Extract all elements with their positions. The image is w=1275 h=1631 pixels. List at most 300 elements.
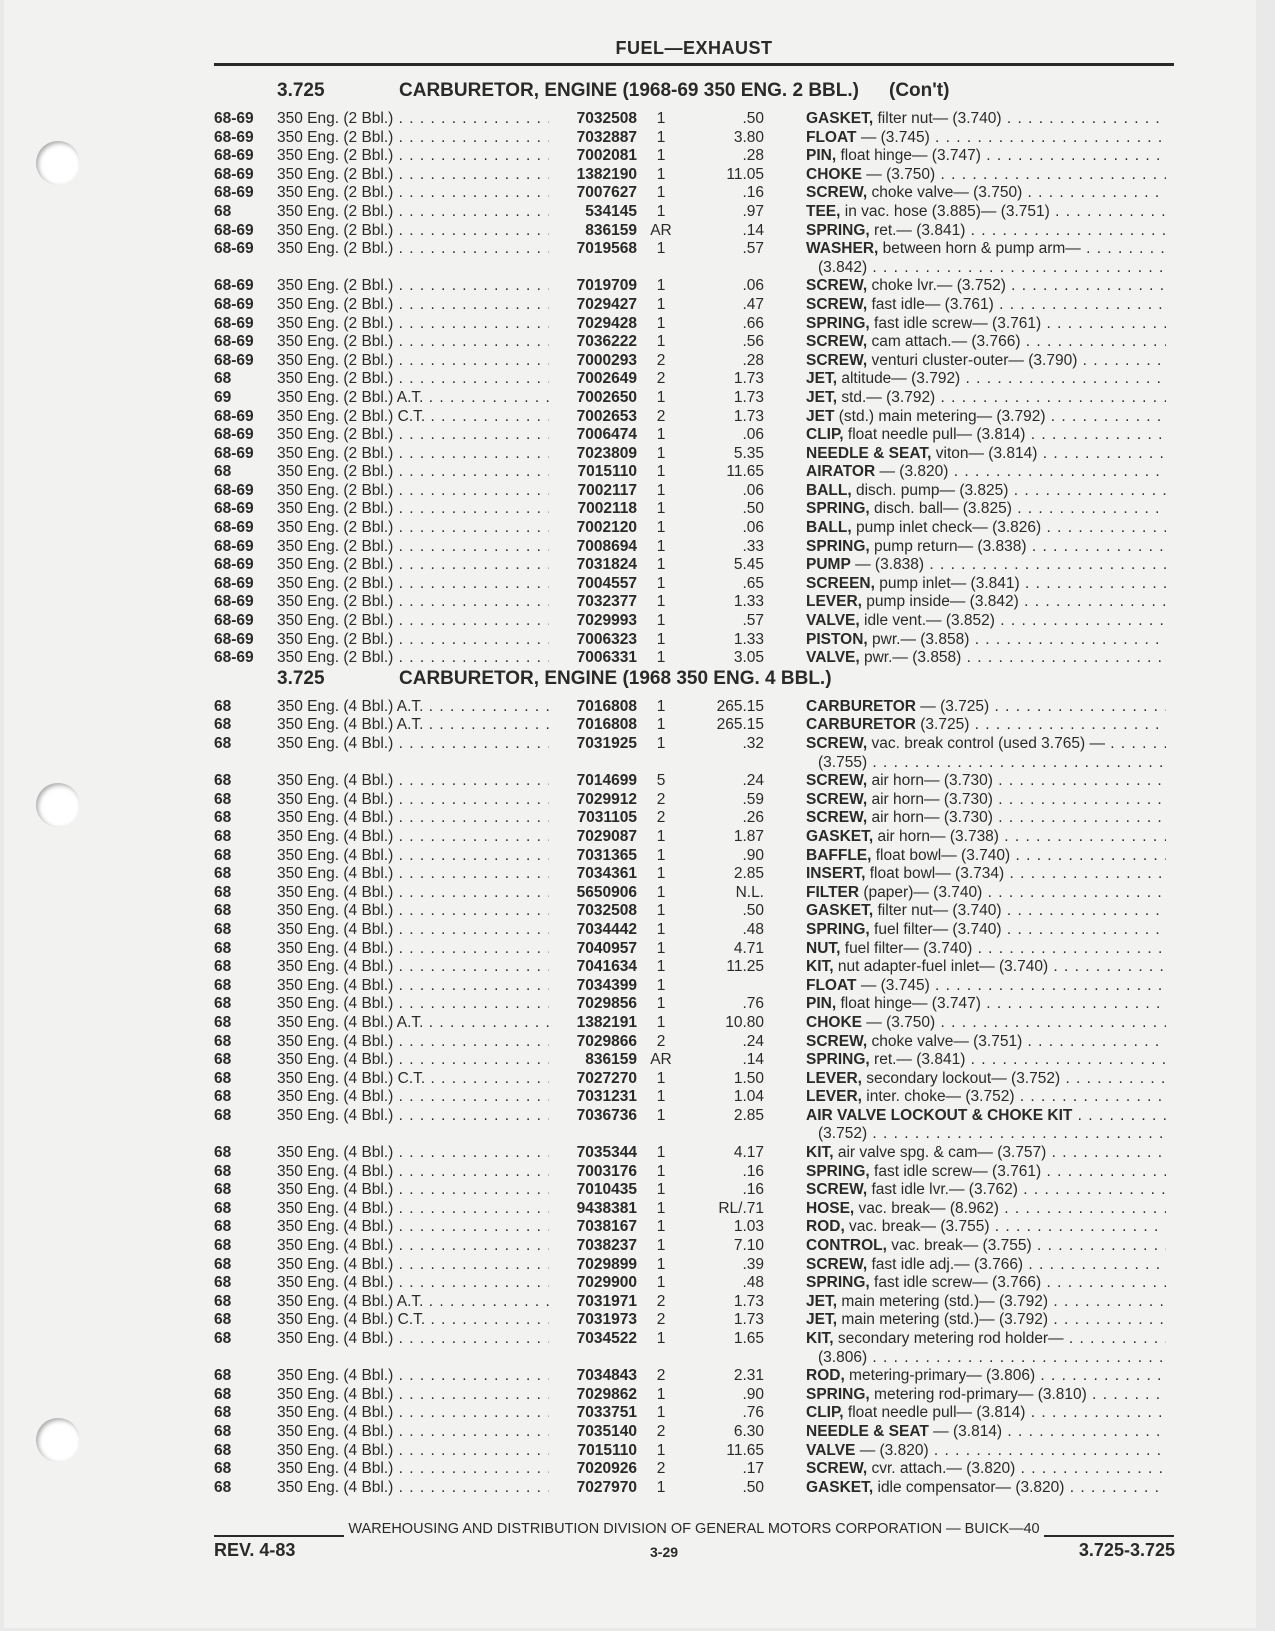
part-detail: secondary metering rod holder— — [833, 1330, 1064, 1347]
application: 350 Eng. (2 Bbl.) . . . — [277, 277, 549, 296]
part-number: 7029899 — [576, 1255, 637, 1273]
quantity: 1 — [656, 1330, 666, 1347]
section-heading — [214, 668, 1174, 698]
quantity: 1 — [656, 314, 666, 332]
application: 350 Eng. (2 Bbl.) . . . — [277, 184, 549, 203]
part-detail: air horn— (3.730) — [867, 809, 993, 827]
model-year: 68-69 — [214, 556, 254, 574]
quantity: 1 — [656, 165, 666, 183]
part-name: KIT, — [806, 1144, 834, 1162]
model-year: 68 — [214, 1181, 232, 1199]
quantity: 2 — [656, 1422, 666, 1440]
model-year: 68 — [214, 809, 232, 827]
application: 350 Eng. (4 Bbl.) . . . — [277, 902, 549, 921]
section-title: CARBURETOR, ENGINE (1968 350 ENG. 4 BBL.) — [399, 667, 832, 689]
part-name: CONTROL, — [806, 1237, 887, 1255]
application: 350 Eng. (4 Bbl.) A.T. . . . — [277, 698, 549, 717]
table-row — [214, 1479, 1174, 1498]
price: 11.65 — [726, 1441, 764, 1459]
table-row — [214, 463, 1174, 482]
part-detail: std.— (3.792) — [837, 388, 936, 406]
price: .90 — [742, 1385, 764, 1403]
quantity: 1 — [656, 295, 666, 313]
application: 350 Eng. (4 Bbl.) C.T. . . . — [277, 1311, 549, 1330]
part-detail: disch. ball— (3.825) — [869, 500, 1012, 518]
quantity: 2 — [656, 1460, 666, 1478]
application: 350 Eng. (4 Bbl.) A.T. . . . — [277, 716, 549, 735]
description — [806, 1033, 1181, 1052]
part-reference: (3.755) — [818, 753, 868, 771]
price: .16 — [742, 1162, 764, 1180]
quantity: 1 — [656, 865, 666, 883]
part-name: AIR VALVE LOCKOUT & CHOKE KIT — [806, 1106, 1073, 1124]
table-row — [214, 1237, 1174, 1256]
model-year: 68-69 — [214, 184, 254, 202]
part-reference: (3.842) — [818, 258, 868, 276]
description — [806, 426, 1181, 445]
part-detail: idle vent.— (3.852) — [859, 612, 995, 630]
quantity: 1 — [656, 902, 666, 920]
table-row — [214, 735, 1174, 772]
part-detail: disch. pump— (3.825) — [851, 481, 1009, 499]
application: 350 Eng. (4 Bbl.) . . . — [277, 921, 549, 940]
table-row — [214, 1163, 1174, 1182]
quantity: 1 — [656, 110, 666, 127]
part-number: 7029912 — [576, 790, 637, 808]
table-row — [214, 1033, 1174, 1052]
part-number: 7027270 — [576, 1069, 637, 1087]
parts-list — [214, 80, 1174, 1497]
part-detail: inter. choke— (3.752) — [861, 1088, 1015, 1106]
model-year: 68 — [214, 1367, 232, 1385]
application: 350 Eng. (4 Bbl.) . . . — [277, 958, 549, 977]
quantity: 1 — [656, 426, 666, 444]
description — [806, 333, 1181, 352]
model-year: 68 — [214, 1460, 232, 1478]
application: 350 Eng. (2 Bbl.) . . . — [277, 370, 549, 389]
part-name: ROD, — [806, 1218, 845, 1236]
model-year: 68 — [214, 1237, 232, 1255]
price: .32 — [742, 735, 764, 752]
description — [806, 593, 1181, 612]
table-row — [214, 940, 1174, 959]
part-number: 7029087 — [576, 827, 637, 845]
price: .76 — [742, 1404, 764, 1422]
part-detail: choke valve— (3.751) — [867, 1032, 1023, 1050]
model-year: 68 — [214, 1051, 232, 1069]
part-number: 7031231 — [576, 1088, 637, 1106]
part-number: 7031973 — [576, 1311, 637, 1329]
application: 350 Eng. (4 Bbl.) . . . — [277, 1479, 549, 1498]
description — [806, 1274, 1181, 1293]
quantity: 1 — [656, 463, 666, 481]
application: 350 Eng. (4 Bbl.) . . . — [277, 1237, 549, 1256]
application: 350 Eng. (2 Bbl.) . . . — [277, 222, 549, 241]
binder-hole — [36, 1418, 80, 1462]
description — [806, 865, 1181, 884]
price: .28 — [742, 351, 764, 369]
model-year: 68-69 — [214, 221, 254, 239]
table-row — [214, 538, 1174, 557]
part-detail: venturi cluster-outer— (3.790) — [867, 351, 1078, 369]
part-detail: choke valve— (3.750) — [867, 184, 1023, 202]
description — [806, 445, 1181, 464]
part-detail: float hinge— (3.747) — [836, 995, 981, 1013]
price: .76 — [742, 995, 764, 1013]
quantity: 2 — [656, 1311, 666, 1329]
quantity: 2 — [656, 809, 666, 827]
application: 350 Eng. (2 Bbl.) . . . — [277, 500, 549, 519]
part-name: LEVER, — [806, 593, 862, 611]
part-number: 7027970 — [576, 1478, 637, 1496]
part-number: 7041634 — [576, 958, 637, 976]
table-row — [214, 791, 1174, 810]
quantity: 1 — [656, 1218, 666, 1236]
description — [806, 1144, 1181, 1163]
application: 350 Eng. (4 Bbl.) A.T. . . . — [277, 1014, 549, 1033]
part-name: JET, — [806, 1311, 838, 1329]
application: 350 Eng. (2 Bbl.) . . . — [277, 463, 549, 482]
part-number: 7031971 — [576, 1292, 637, 1310]
price: 4.17 — [733, 1144, 764, 1162]
price: .56 — [742, 333, 764, 351]
application: 350 Eng. (2 Bbl.) . . . — [277, 240, 549, 259]
model-year: 68-69 — [214, 240, 254, 258]
description — [806, 828, 1181, 847]
model-year: 68 — [214, 1088, 232, 1106]
model-year: 68-69 — [214, 444, 254, 462]
application: 350 Eng. (2 Bbl.) . . . — [277, 166, 549, 185]
table-row — [214, 166, 1174, 185]
table-row — [214, 884, 1174, 903]
part-name: KIT, — [806, 1330, 834, 1347]
part-detail: air horn— (3.738) — [873, 827, 999, 845]
model-year: 68-69 — [214, 128, 254, 146]
model-year: 68 — [214, 463, 232, 481]
table-row — [214, 1367, 1174, 1386]
table-row — [214, 333, 1174, 352]
price: .24 — [742, 772, 764, 790]
price: .50 — [742, 500, 764, 518]
description — [806, 884, 1181, 903]
application: 350 Eng. (4 Bbl.) . . . — [277, 1144, 549, 1163]
quantity: 1 — [656, 976, 666, 994]
part-number: 7023809 — [576, 444, 637, 462]
application: 350 Eng. (2 Bbl.) . . . — [277, 445, 549, 464]
part-name: BALL, — [806, 481, 852, 499]
table-row — [214, 1330, 1174, 1367]
price: .16 — [742, 184, 764, 202]
description — [806, 1386, 1181, 1405]
quantity: 1 — [656, 1237, 666, 1255]
model-year: 68 — [214, 827, 232, 845]
quantity: 1 — [656, 444, 666, 462]
part-number: 7032508 — [576, 902, 637, 920]
part-name: SCREW, — [806, 1460, 868, 1478]
part-detail: (paper)— (3.740) — [859, 883, 983, 901]
model-year: 68-69 — [214, 426, 254, 444]
part-name: ROD, — [806, 1367, 845, 1385]
price: 1.73 — [733, 407, 764, 425]
part-detail: fuel filter— (3.740) — [840, 939, 973, 957]
part-number: 7008694 — [576, 537, 637, 555]
part-name: CHOKE — [806, 1013, 862, 1031]
application: 350 Eng. (2 Bbl.) . . . — [277, 649, 549, 668]
price: 1.87 — [733, 827, 764, 845]
table-row — [214, 222, 1174, 241]
part-detail: — (3.745) — [856, 976, 930, 994]
table-row — [214, 1218, 1174, 1237]
part-detail: filter nut— (3.740) — [873, 902, 1002, 920]
quantity: 1 — [656, 697, 666, 715]
part-detail: metering-primary— (3.806) — [844, 1367, 1036, 1385]
price: .48 — [742, 920, 764, 938]
description — [806, 1311, 1181, 1330]
application: 350 Eng. (4 Bbl.) . . . — [277, 1107, 549, 1126]
table-row — [214, 203, 1174, 222]
part-name: JET, — [806, 388, 838, 406]
part-detail: cam attach.— (3.766) — [867, 333, 1021, 351]
table-row — [214, 631, 1174, 650]
model-year: 68 — [214, 883, 232, 901]
part-name: SCREW, — [806, 277, 868, 295]
table-row — [214, 1088, 1174, 1107]
part-number: 7010435 — [576, 1181, 637, 1199]
price: .57 — [742, 612, 764, 630]
application: 350 Eng. (4 Bbl.) . . . — [277, 735, 549, 754]
table-row — [214, 1460, 1174, 1479]
table-row — [214, 129, 1174, 148]
part-detail: main metering (std.)— (3.792) — [837, 1292, 1049, 1310]
application: 350 Eng. (2 Bbl.) . . . — [277, 333, 549, 352]
part-detail: pwr.— (3.858) — [859, 649, 962, 667]
description — [806, 500, 1181, 519]
part-number: 7014699 — [576, 772, 637, 790]
part-detail: fast idle— (3.761) — [867, 295, 994, 313]
model-year: 68 — [214, 1199, 232, 1217]
quantity: 2 — [656, 407, 666, 425]
description — [806, 716, 1181, 735]
part-number: 7016808 — [576, 716, 637, 734]
price: 1.33 — [733, 630, 764, 648]
model-year: 68 — [214, 772, 232, 790]
model-year: 68-69 — [214, 351, 254, 369]
quantity: 1 — [656, 883, 666, 901]
model-year: 68-69 — [214, 500, 254, 518]
part-name: SPRING, — [806, 221, 870, 239]
price: .24 — [742, 1032, 764, 1050]
quantity: 2 — [656, 1292, 666, 1310]
part-name: NEEDLE & SEAT, — [806, 444, 932, 462]
model-year: 68 — [214, 1013, 232, 1031]
price: .06 — [742, 481, 764, 499]
table-row — [214, 1144, 1174, 1163]
table-row — [214, 147, 1174, 166]
quantity: 2 — [656, 351, 666, 369]
part-name: SPRING, — [806, 1051, 870, 1069]
table-row — [214, 240, 1174, 277]
description — [806, 1088, 1181, 1107]
description — [806, 921, 1181, 940]
part-number: 7004557 — [576, 574, 637, 592]
quantity: 1 — [656, 593, 666, 611]
application: 350 Eng. (4 Bbl.) . . . — [277, 1330, 549, 1349]
part-number: 7035344 — [576, 1144, 637, 1162]
part-detail: secondary lockout— (3.752) — [861, 1069, 1061, 1087]
application: 350 Eng. (4 Bbl.) . . . — [277, 1218, 549, 1237]
part-number: 7032508 — [576, 110, 637, 127]
model-year: 69 — [214, 388, 232, 406]
part-detail: fast idle lvr.— (3.762) — [867, 1181, 1018, 1199]
part-detail: filter nut— (3.740) — [873, 110, 1002, 127]
model-year: 68 — [214, 735, 232, 752]
table-row — [214, 1386, 1174, 1405]
part-name: SPRING, — [806, 920, 870, 938]
application: 350 Eng. (4 Bbl.) . . . — [277, 995, 549, 1014]
price: .57 — [742, 240, 764, 258]
part-name: GASKET, — [806, 110, 874, 127]
model-year: 68 — [214, 1422, 232, 1440]
price: .14 — [742, 1051, 764, 1069]
part-detail: pwr.— (3.858) — [867, 630, 970, 648]
description — [806, 352, 1181, 371]
price: .65 — [742, 574, 764, 592]
part-number: 7029862 — [576, 1385, 637, 1403]
part-number: 836159 — [585, 1051, 637, 1069]
part-number: 7002120 — [576, 519, 637, 537]
part-name: FLOAT — [806, 976, 857, 994]
price: .28 — [742, 147, 764, 165]
table-row — [214, 995, 1174, 1014]
part-name: SPRING, — [806, 1385, 870, 1403]
part-number: 7019709 — [576, 277, 637, 295]
part-detail: idle compensator— (3.820) — [873, 1478, 1065, 1496]
table-row — [214, 1423, 1174, 1442]
part-name: SPRING, — [806, 500, 870, 518]
model-year: 68 — [214, 1218, 232, 1236]
table-row — [214, 1181, 1174, 1200]
model-year: 68-69 — [214, 314, 254, 332]
table-row — [214, 408, 1174, 427]
application: 350 Eng. (2 Bbl.) . . . — [277, 426, 549, 445]
quantity: 1 — [656, 184, 666, 202]
part-name: FILTER — [806, 883, 860, 901]
part-name: SPRING, — [806, 314, 870, 332]
quantity: 1 — [656, 846, 666, 864]
quantity: 1 — [656, 202, 666, 220]
quantity: 1 — [656, 333, 666, 351]
quantity: 1 — [656, 1274, 666, 1292]
description — [806, 791, 1181, 810]
part-name: PUMP — [806, 556, 851, 574]
application: 350 Eng. (4 Bbl.) . . . — [277, 1033, 549, 1052]
description — [806, 977, 1181, 996]
application: 350 Eng. (4 Bbl.) . . . — [277, 1367, 549, 1386]
part-number: 7016808 — [576, 697, 637, 715]
part-detail: in vac. hose (3.885)— (3.751) — [840, 202, 1050, 220]
application: 350 Eng. (4 Bbl.) . . . — [277, 865, 549, 884]
application: 350 Eng. (4 Bbl.) . . . — [277, 940, 549, 959]
description — [806, 1423, 1181, 1442]
part-name: JET, — [806, 370, 838, 388]
price: .59 — [742, 790, 764, 808]
table-row — [214, 698, 1174, 717]
quantity: 1 — [656, 649, 666, 667]
part-number: 7038237 — [576, 1237, 637, 1255]
quantity: 1 — [656, 147, 666, 165]
part-detail: — (3.820) — [855, 1441, 929, 1459]
part-name: JET, — [806, 1292, 838, 1310]
application: 350 Eng. (2 Bbl.) . . . — [277, 538, 549, 557]
section-number: 3.725 — [277, 80, 325, 101]
part-number: 7003176 — [576, 1162, 637, 1180]
footer-division: WAREHOUSING AND DISTRIBUTION DIVISION OF GENERAL MOTORS CORPORATION — BUICK—40 — [214, 1521, 1174, 1537]
part-detail: cvr. attach.— (3.820) — [867, 1460, 1016, 1478]
model-year: 68 — [214, 790, 232, 808]
description — [806, 482, 1181, 501]
description — [806, 940, 1181, 959]
description — [806, 649, 1181, 668]
part-name: NUT, — [806, 939, 841, 957]
description — [806, 995, 1181, 1014]
price: .97 — [742, 202, 764, 220]
application: 350 Eng. (4 Bbl.) . . . — [277, 809, 549, 828]
page-title: FUEL—EXHAUST — [615, 38, 773, 58]
model-year: 68 — [214, 202, 232, 220]
description — [806, 1404, 1181, 1423]
model-year: 68-69 — [214, 593, 254, 611]
table-row — [214, 1274, 1174, 1293]
model-year: 68 — [214, 995, 232, 1013]
quantity: 1 — [656, 716, 666, 734]
application: 350 Eng. (4 Bbl.) . . . — [277, 1181, 549, 1200]
part-name: GASKET, — [806, 1478, 874, 1496]
table-row — [214, 847, 1174, 866]
table-row — [214, 445, 1174, 464]
table-row — [214, 277, 1174, 296]
part-detail: choke lvr.— (3.752) — [867, 277, 1006, 295]
part-detail: — (3.814) — [928, 1422, 1003, 1440]
price: .06 — [742, 426, 764, 444]
table-row — [214, 977, 1174, 996]
part-number: 1382191 — [576, 1013, 637, 1031]
part-detail: — (3.838) — [850, 556, 925, 574]
part-name: SCREW, — [806, 735, 868, 752]
model-year: 68 — [214, 1144, 232, 1162]
price: 1.73 — [733, 1292, 764, 1310]
table-row — [214, 1293, 1174, 1312]
model-year: 68 — [214, 1106, 232, 1124]
section-number: 3.725 — [277, 667, 325, 689]
model-year: 68 — [214, 920, 232, 938]
description — [806, 958, 1181, 977]
application: 350 Eng. (4 Bbl.) . . . — [277, 791, 549, 810]
part-number: 7006331 — [576, 649, 637, 667]
table-row — [214, 809, 1174, 828]
model-year: 68-69 — [214, 519, 254, 537]
table-row — [214, 315, 1174, 334]
part-detail: float needle pull— (3.814) — [843, 1404, 1026, 1422]
part-detail: vac. break— (8.962) — [854, 1199, 999, 1217]
table-row — [214, 389, 1174, 408]
application: 350 Eng. (4 Bbl.) . . . — [277, 977, 549, 996]
part-detail: air horn— (3.730) — [867, 790, 993, 808]
model-year: 68 — [214, 846, 232, 864]
quantity: 1 — [656, 500, 666, 518]
part-name: SCREW, — [806, 351, 868, 369]
description — [806, 735, 1181, 772]
part-number: 7002650 — [576, 388, 637, 406]
